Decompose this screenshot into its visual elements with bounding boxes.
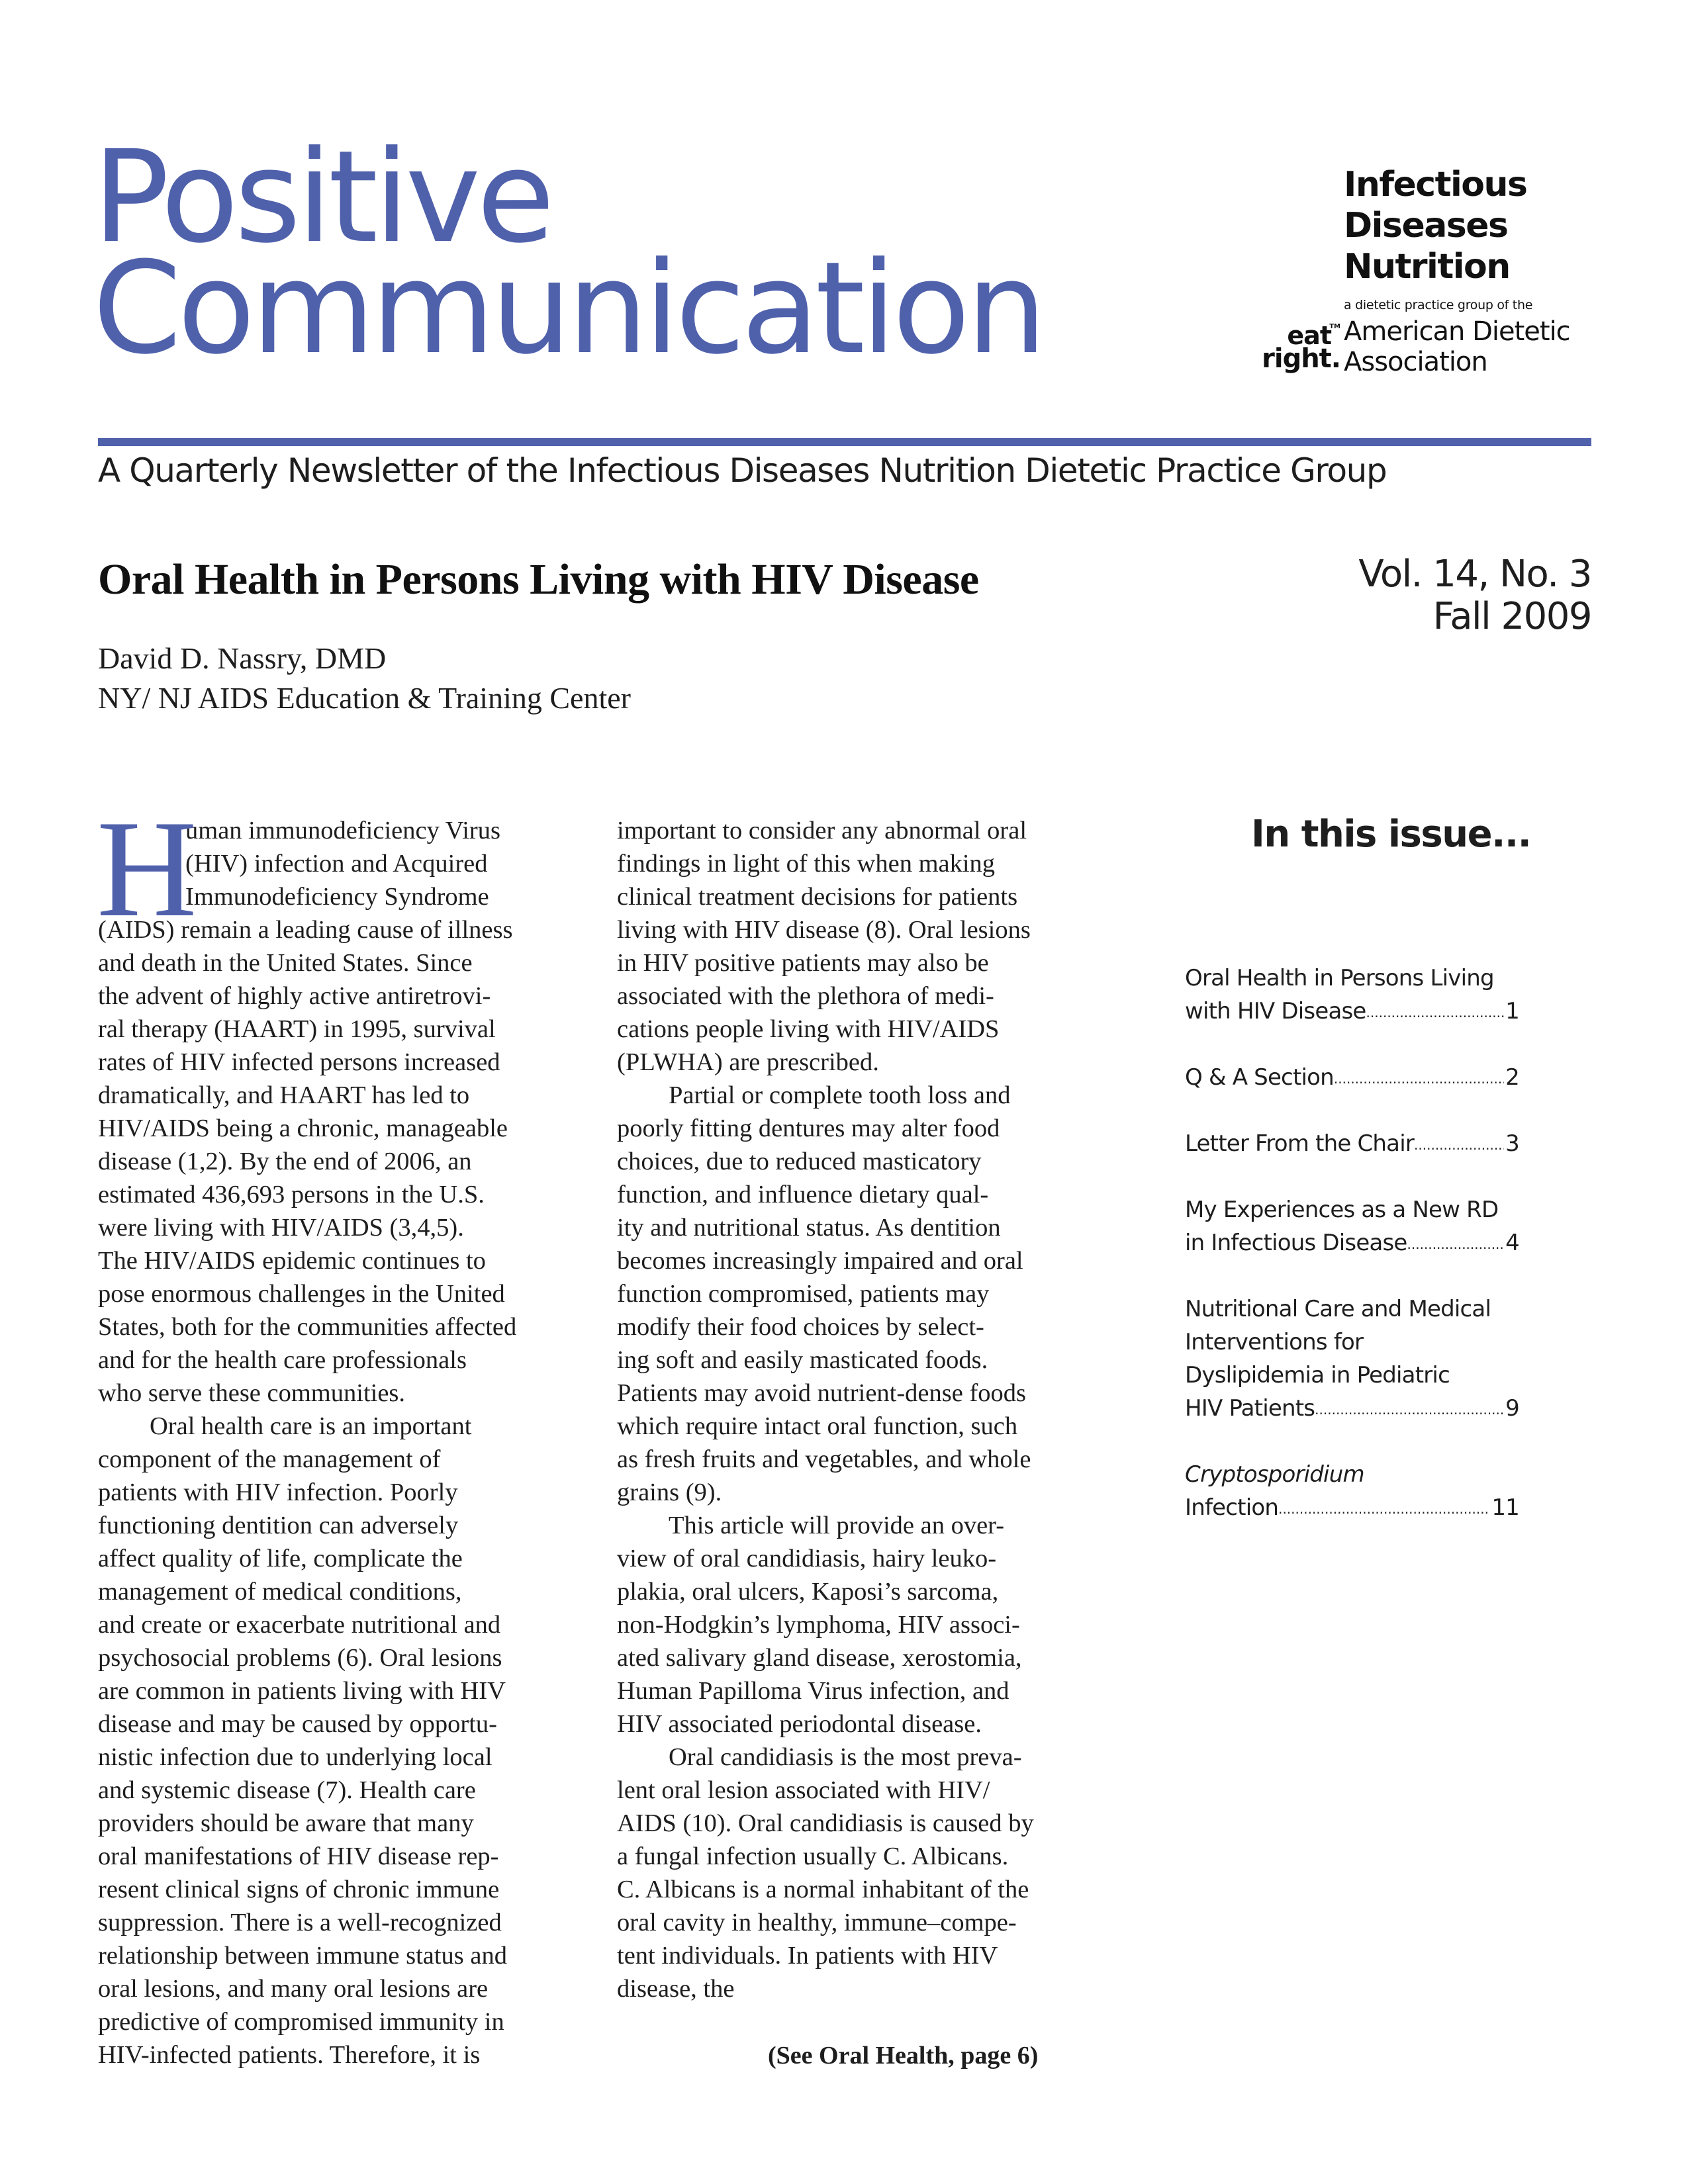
toc-page-number: 9 <box>1505 1395 1519 1422</box>
toc-item-line: Letter From the Chair <box>1185 1130 1415 1157</box>
logo-org-line-1: Infectious <box>1344 165 1527 205</box>
toc-page-number: 3 <box>1505 1130 1519 1157</box>
text-line: the advent of highly active antiretrovi- <box>98 982 491 1010</box>
in-this-issue-heading: In this issue... <box>1251 813 1531 856</box>
text-line: important to consider any abnormal oral <box>617 817 1027 844</box>
toc-page-number: 11 <box>1491 1494 1519 1521</box>
ada-line-1: American Dietetic <box>1344 316 1570 347</box>
text-line: oral manifestations of HIV disease rep- <box>98 1843 499 1870</box>
text-line: component of the management of <box>98 1445 441 1473</box>
toc-item-line: Cryptosporidium <box>1185 1461 1364 1488</box>
text-line: lent oral lesion associated with HIV/ <box>617 1776 990 1804</box>
text-line: providers should be aware that many <box>98 1809 474 1837</box>
text-line: oral lesions, and many oral lesions are <box>98 1975 489 2003</box>
text-line: tent individuals. In patients with HIV <box>617 1942 998 1970</box>
idn-logo <box>1344 164 1526 287</box>
toc-item-line: Q & A Section <box>1185 1064 1334 1091</box>
text-line: estimated 436,693 persons in the U.S. <box>98 1181 485 1208</box>
text-line: and death in the United States. Since <box>98 949 473 977</box>
text-line: a fungal infection usually C. Albicans. <box>617 1843 1009 1870</box>
text-line: ated salivary gland disease, xerostomia, <box>617 1644 1022 1672</box>
toc-item-line: Interventions for <box>1185 1329 1364 1355</box>
text-line: States, both for the communities affected <box>98 1313 517 1341</box>
continuation-link[interactable]: (See Oral Health, page 6) <box>768 2042 1039 2070</box>
text-line: disease (1,2). By the end of 2006, an <box>98 1148 472 1175</box>
text-line: predictive of compromised immunity in <box>98 2008 504 2036</box>
ada-line-2: Association <box>1344 347 1487 377</box>
text-line: and for the health care professionals <box>98 1346 467 1374</box>
text-line: choices, due to reduced masticatory <box>617 1148 982 1175</box>
text-line: becomes increasingly impaired and oral <box>617 1247 1023 1275</box>
leader-dots <box>1414 1135 1504 1155</box>
text-line: uman immunodeficiency Virus <box>185 817 500 844</box>
table-of-contents <box>1185 962 1519 1557</box>
author-affiliation: NY/ NJ AIDS Education & Training Center <box>98 681 631 715</box>
toc-item-line: in Infectious Disease <box>1185 1230 1407 1256</box>
text-line: HIV-infected patients. Therefore, it is <box>98 2041 481 2069</box>
text-line: and systemic disease (7). Health care <box>98 1776 476 1804</box>
toc-item[interactable] <box>1185 1061 1519 1094</box>
text-line: nistic infection due to underlying local <box>98 1743 492 1771</box>
text-line: modify their food choices by select- <box>617 1313 984 1341</box>
logo-org-line-2: Diseases <box>1344 206 1508 246</box>
toc-item-line: Dyslipidemia in Pediatric <box>1185 1362 1450 1388</box>
newsletter-subtitle: A Quarterly Newsletter of the Infectious Diseases Nutrition Dietetic Practice Group <box>98 451 1387 490</box>
trademark-mark: TM <box>1329 323 1340 330</box>
text-line: pose enormous challenges in the United <box>98 1280 505 1308</box>
text-line: (HIV) infection and Acquired <box>185 850 488 878</box>
leader-dots <box>1407 1234 1505 1254</box>
leader-dots <box>1366 1003 1505 1023</box>
toc-item-line: My Experiences as a New RD <box>1185 1197 1499 1223</box>
text-line: rates of HIV infected persons increased <box>98 1048 500 1076</box>
toc-item[interactable] <box>1185 962 1519 1028</box>
text-line: in HIV positive patients may also be <box>617 949 989 977</box>
text-line: plakia, oral ulcers, Kaposi’s sarcoma, <box>617 1578 999 1606</box>
text-line: function compromised, patients may <box>617 1280 990 1308</box>
eat-right-logo <box>1254 323 1340 376</box>
text-line: Oral candidiasis is the most preva- <box>669 1743 1022 1771</box>
toc-item[interactable] <box>1185 1127 1519 1160</box>
logo-org-line-3: Nutrition <box>1344 247 1510 287</box>
text-line: findings in light of this when making <box>617 850 996 878</box>
text-line: patients with HIV infection. Poorly <box>98 1479 458 1506</box>
text-line: Human Papilloma Virus infection, and <box>617 1677 1009 1705</box>
eat-right-right: right. <box>1262 343 1340 374</box>
text-line: Immunodeficiency Syndrome <box>185 883 489 911</box>
toc-item-line: HIV Patients <box>1185 1395 1315 1422</box>
leader-dots <box>1278 1499 1490 1519</box>
toc-item[interactable] <box>1185 1193 1519 1259</box>
text-line: ral therapy (HAART) in 1995, survival <box>98 1015 496 1043</box>
ada-name <box>1344 316 1570 377</box>
text-line: Oral health care is an important <box>150 1412 472 1440</box>
issue-season: Fall 2009 <box>1432 595 1591 638</box>
text-line: ity and nutritional status. As dentition <box>617 1214 1001 1242</box>
text-line: who serve these communities. <box>98 1379 406 1407</box>
drop-cap: H <box>97 792 197 946</box>
text-line: are common in patients living with HIV <box>98 1677 506 1705</box>
leader-dots <box>1334 1069 1504 1089</box>
text-line: relationship between immune status and <box>98 1942 507 1970</box>
text-line: suppression. There is a well-recognized <box>98 1909 502 1936</box>
text-line: functioning dentition can adversely <box>98 1512 459 1539</box>
text-line: Partial or complete tooth loss and <box>669 1081 1011 1109</box>
text-line: were living with HIV/AIDS (3,4,5). <box>98 1214 464 1242</box>
logo-tagline: a dietetic practice group of the <box>1344 298 1533 312</box>
author-name: David D. Nassry, DMD <box>98 641 387 675</box>
text-line: affect quality of life, complicate the <box>98 1545 463 1572</box>
text-line: Patients may avoid nutrient-dense foods <box>617 1379 1027 1407</box>
text-line: as fresh fruits and vegetables, and whole <box>617 1445 1031 1473</box>
eat-right-eat: eat <box>1287 321 1331 350</box>
masthead-divider <box>98 438 1591 446</box>
text-line: resent clinical signs of chronic immune <box>98 1876 500 1903</box>
text-line: clinical treatment decisions for patients <box>617 883 1018 911</box>
toc-item-line: Infection <box>1185 1494 1279 1521</box>
text-line: HIV associated periodontal disease. <box>617 1710 982 1738</box>
toc-page-number: 4 <box>1505 1230 1519 1256</box>
text-line: management of medical conditions, <box>98 1578 462 1606</box>
article-column-1 <box>97 792 561 2071</box>
text-line: function, and influence dietary qual- <box>617 1181 989 1208</box>
text-line: ing soft and easily masticated foods. <box>617 1346 988 1374</box>
text-line: (AIDS) remain a leading cause of illness <box>98 916 513 944</box>
text-line: AIDS (10). Oral candidiasis is caused by <box>617 1809 1034 1837</box>
text-line: non-Hodgkin’s lymphoma, HIV associ- <box>617 1611 1020 1639</box>
text-line: view of oral candidiasis, hairy leuko- <box>617 1545 997 1572</box>
toc-page-number: 2 <box>1505 1064 1519 1091</box>
text-line: (PLWHA) are prescribed. <box>617 1048 879 1076</box>
leader-dots <box>1315 1400 1504 1420</box>
byline <box>98 639 631 718</box>
toc-item-line: with HIV Disease <box>1185 998 1366 1024</box>
text-line: psychosocial problems (6). Oral lesions <box>98 1644 502 1672</box>
toc-item-line: Oral Health in Persons Living <box>1185 965 1494 991</box>
text-line: oral cavity in healthy, immune–compe- <box>617 1909 1017 1936</box>
text-line: disease and may be caused by opportu- <box>98 1710 497 1738</box>
text-line: and create or exacerbate nutritional and <box>98 1611 501 1639</box>
text-line: which require intact oral function, such <box>617 1412 1018 1440</box>
toc-item[interactable] <box>1185 1293 1519 1425</box>
issue-info <box>1358 553 1591 638</box>
text-line: This article will provide an over- <box>669 1512 1005 1539</box>
text-line: living with HIV disease (8). Oral lesions <box>617 916 1031 944</box>
text-line: cations people living with HIV/AIDS <box>617 1015 1000 1043</box>
text-line: disease, the <box>617 1975 735 2003</box>
toc-page-number: 1 <box>1505 998 1519 1024</box>
text-line: dramatically, and HAART has led to <box>98 1081 470 1109</box>
newsletter-title <box>93 124 1043 383</box>
text-line: HIV/AIDS being a chronic, manageable <box>98 1115 508 1142</box>
toc-item-line: Nutritional Care and Medical <box>1185 1296 1491 1322</box>
volume-number: Vol. 14, No. 3 <box>1358 553 1591 596</box>
text-line: C. Albicans is a normal inhabitant of the <box>617 1876 1029 1903</box>
title-line-2: Communication <box>93 235 1043 383</box>
title-line-1: Positive <box>93 124 551 271</box>
text-line: associated with the plethora of medi- <box>617 982 994 1010</box>
article-column-2 <box>617 814 1080 2005</box>
text-line: grains (9). <box>617 1479 722 1506</box>
text-line: The HIV/AIDS epidemic continues to <box>98 1247 486 1275</box>
toc-item[interactable] <box>1185 1458 1519 1524</box>
text-line: poorly fitting dentures may alter food <box>617 1115 1000 1142</box>
article-title: Oral Health in Persons Living with HIV Disease <box>98 555 979 604</box>
